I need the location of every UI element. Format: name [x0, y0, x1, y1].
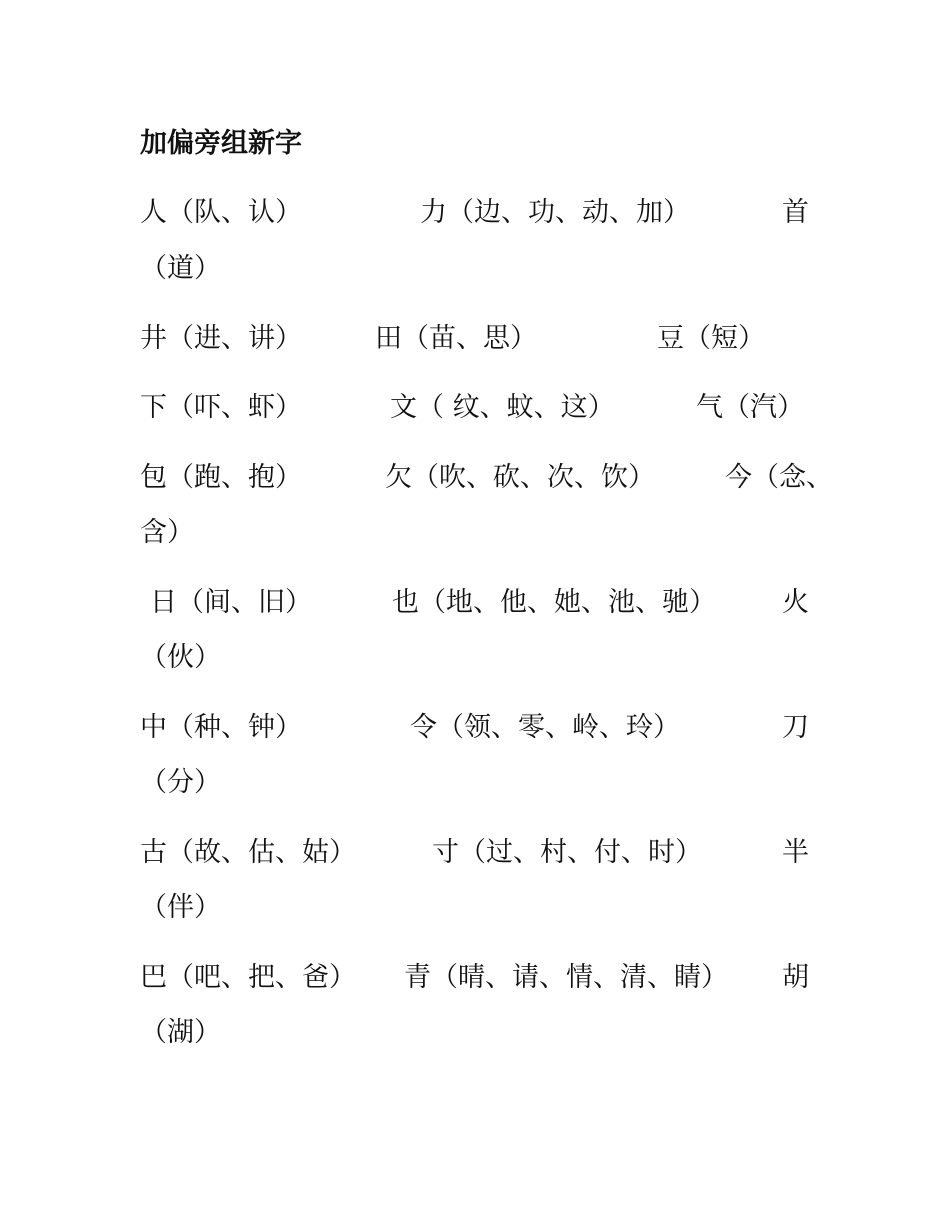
row-2-col-3: 豆（短） [657, 323, 765, 354]
row-8-col-2: 青（晴、请、情、清、睛） [404, 962, 728, 993]
row-7-wrap: （伴） [140, 892, 221, 923]
row-5-col-1: 日（间、旧） [150, 587, 312, 618]
row-6-wrap: （分） [140, 767, 221, 798]
row-1-col-2: 力（边、功、动、加） [420, 197, 690, 228]
row-8-wrap: （湖） [140, 1017, 221, 1048]
row-5-wrap: （伙） [140, 642, 221, 673]
row-2-col-2: 田（苗、思） [375, 323, 537, 354]
row-8-col-3: 胡 [782, 962, 809, 993]
row-1-col-1: 人（队、认） [140, 197, 302, 228]
row-7-col-1: 古（故、估、姑） [140, 837, 356, 868]
row-6-col-2: 令（领、零、岭、玲） [410, 712, 680, 743]
row-1-col-3: 首 [782, 197, 809, 228]
row-7-col-3: 半 [782, 837, 809, 868]
row-5-col-2: 也（地、他、她、池、驰） [392, 587, 716, 618]
row-1-wrap: （道） [140, 253, 221, 284]
row-7-col-2: 寸（过、村、付、时） [432, 837, 702, 868]
document-title: 加偏旁组新字 [140, 128, 302, 159]
row-6-col-3: 刀 [782, 712, 809, 743]
row-4-col-2: 欠（吹、砍、次、饮） [385, 462, 655, 493]
row-3-col-3: 气（汽） [696, 392, 804, 423]
row-2-col-1: 井（进、讲） [140, 323, 302, 354]
row-6-col-1: 中（种、钟） [140, 712, 302, 743]
row-4-wrap: 含） [140, 517, 194, 548]
row-3-col-1: 下（吓、虾） [140, 392, 302, 423]
row-5-col-3: 火 [782, 587, 809, 618]
row-3-col-2: 文（ 纹、蚊、这） [390, 392, 615, 423]
row-4-col-3: 今（念、 [725, 462, 833, 493]
row-8-col-1: 巴（吧、把、爸） [140, 962, 356, 993]
row-4-col-1: 包（跑、抱） [140, 462, 302, 493]
